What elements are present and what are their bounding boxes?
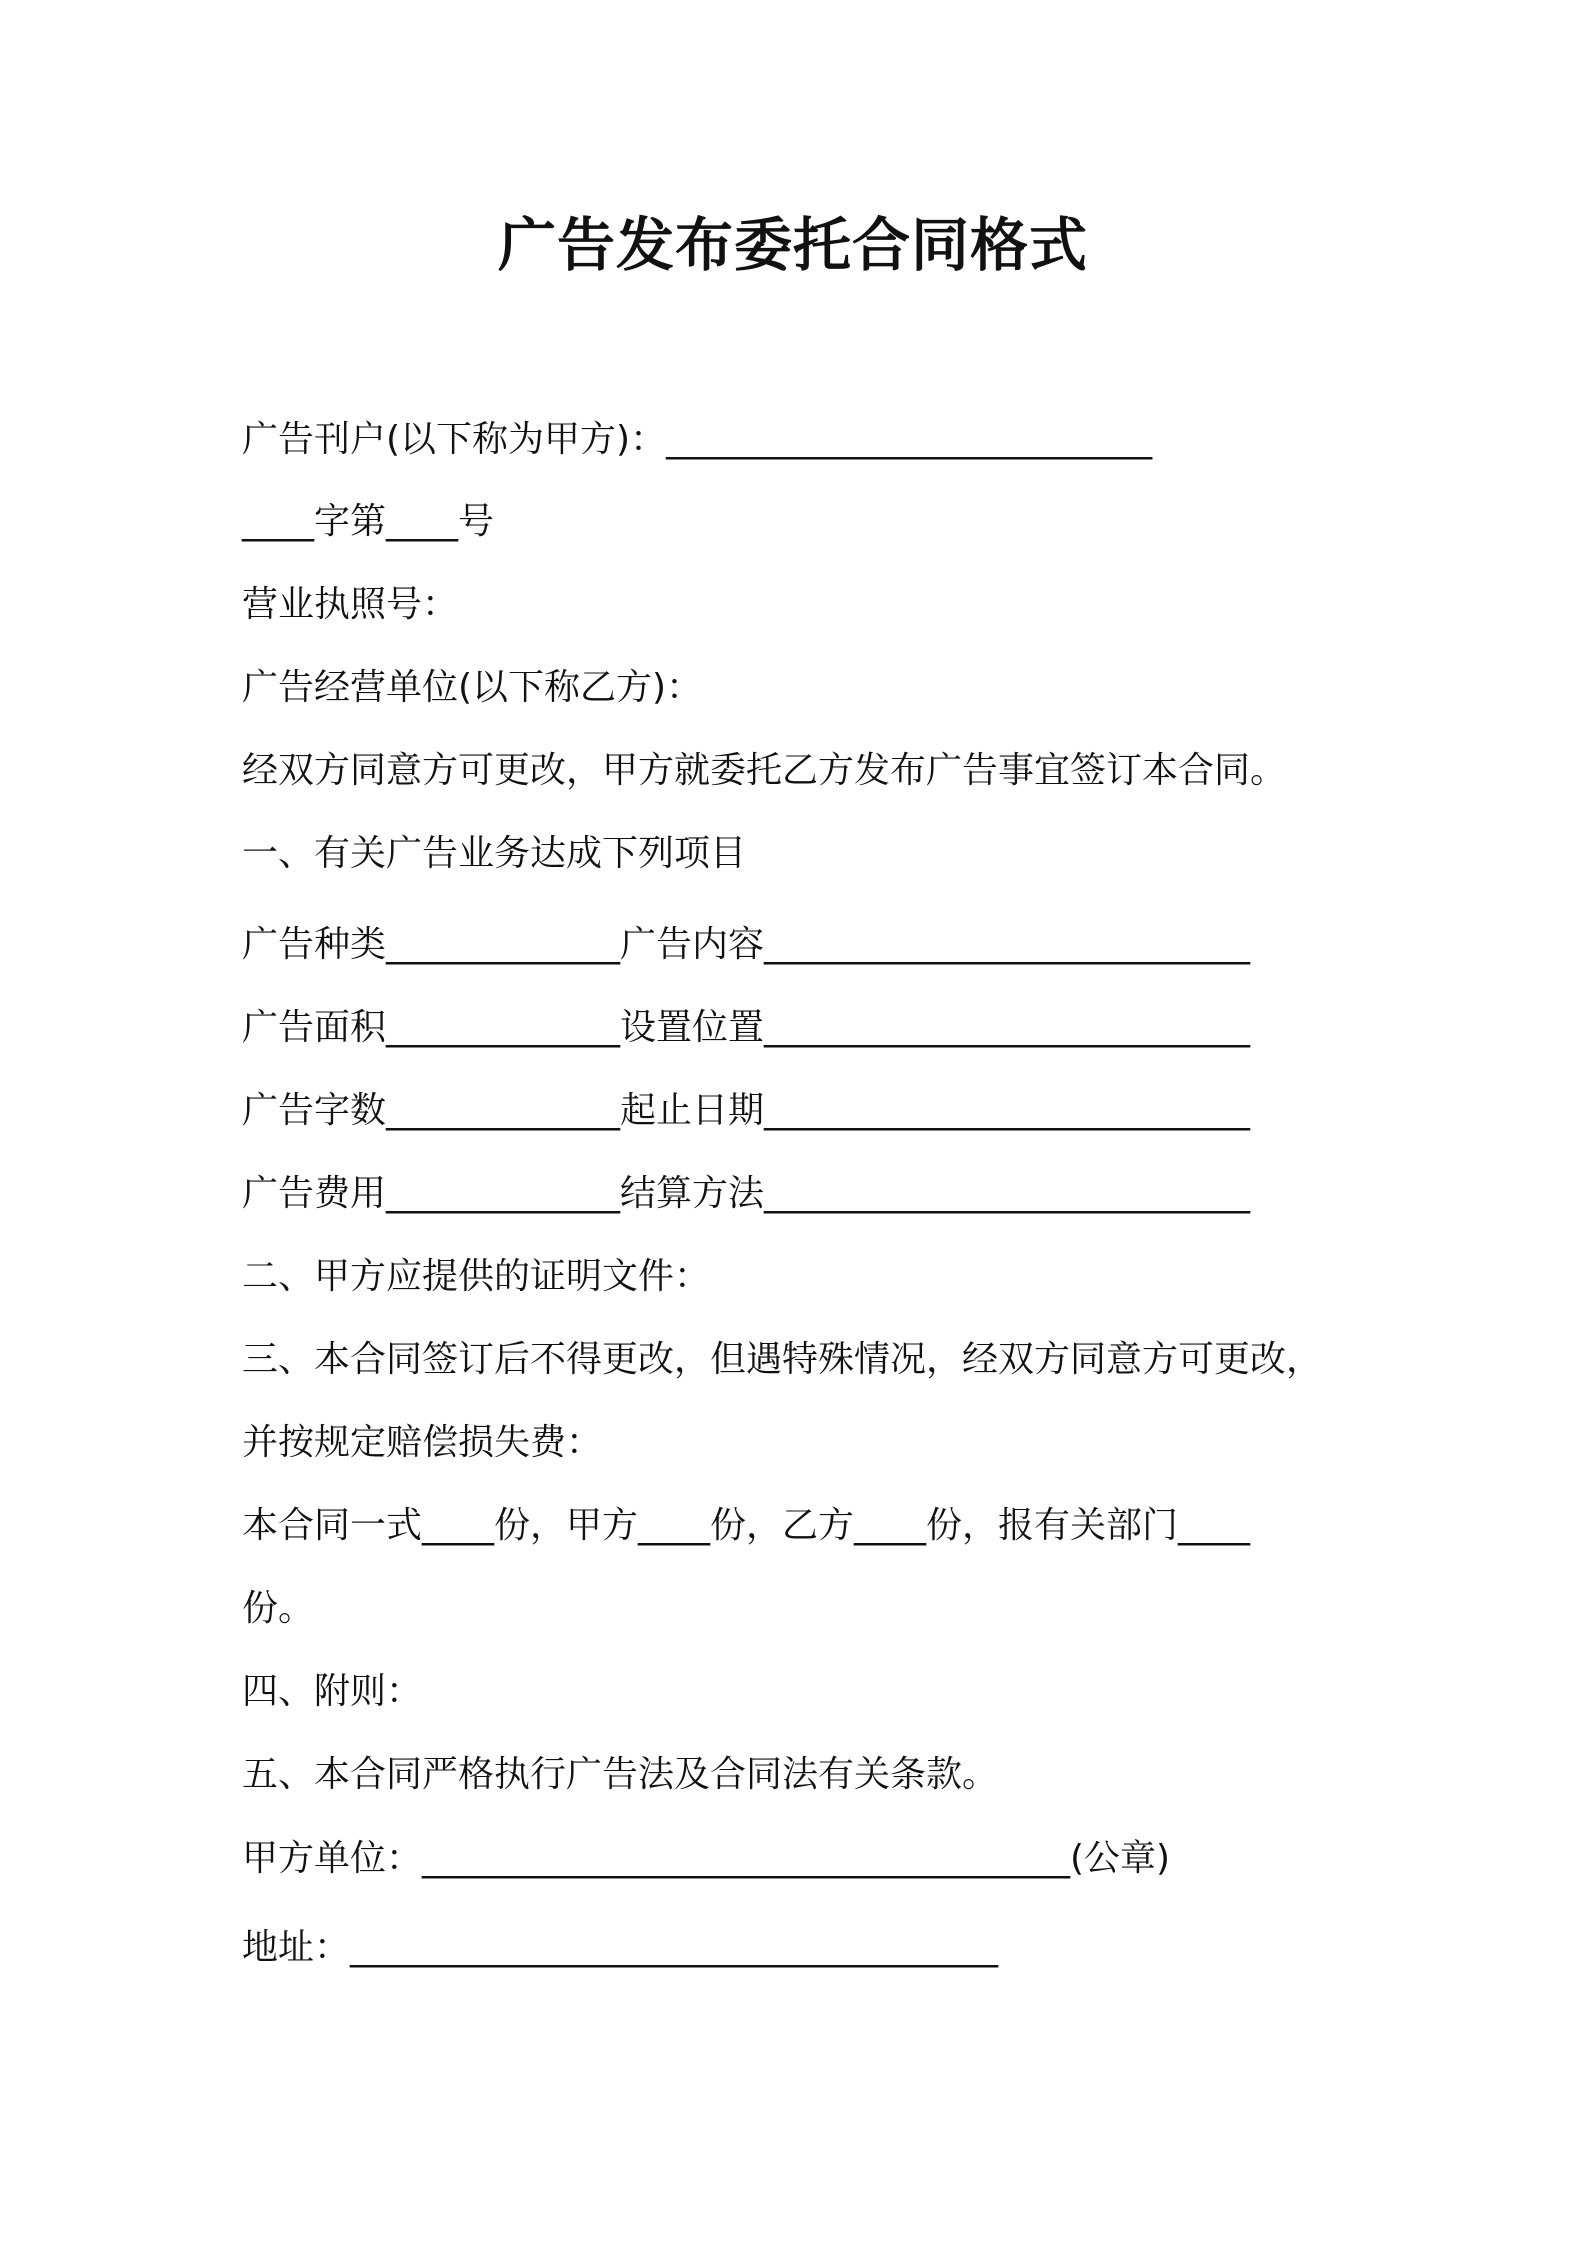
section-1-heading: 一、有关广告业务达成下列项目 (242, 833, 747, 874)
item-row (242, 1086, 1250, 1136)
item-left-field: 广告费用_____________ (242, 1173, 621, 1214)
section-3-line-1: 三、本合同签订后不得更改，但遇特殊情况，经双方同意方可更改， (242, 1339, 1323, 1380)
section-5-heading: 五、本合同严格执行广告法及合同法有关条款。 (242, 1754, 999, 1795)
license-line: 营业执照号： (242, 584, 459, 625)
item-left-field: 广告字数_____________ (242, 1090, 621, 1131)
section-2-heading: 二、甲方应提供的证明文件： (242, 1256, 711, 1297)
section-4-heading: 四、附则： (242, 1671, 423, 1712)
item-left-field: 广告种类_____________ (242, 924, 621, 965)
item-left-field: 广告面积_____________ (242, 1007, 621, 1048)
item-right-field: 结算方法___________________________ (620, 1173, 1251, 1214)
item-row (242, 920, 1250, 970)
item-right-field: 起止日期___________________________ (620, 1090, 1251, 1131)
document-title: 广告发布委托合同格式 (497, 211, 1088, 279)
copies-line-1: 本合同一式____份，甲方____份，乙方____份，报有关部门____ (242, 1505, 1251, 1546)
item-right-field: 设置位置___________________________ (620, 1007, 1251, 1048)
agency-line: 广告经营单位(以下称乙方)： (242, 667, 703, 708)
item-row (242, 1003, 1250, 1053)
number-line: ____字第____号 (242, 501, 495, 542)
advertiser-line: 广告刊户(以下称为甲方)：___________________________ (242, 419, 1153, 460)
section-3-line-2: 并按规定赔偿损失费： (242, 1422, 603, 1463)
address-line: 地址：____________________________________ (242, 1927, 999, 1968)
copies-line-2: 份。 (242, 1588, 315, 1629)
party-a-unit-line: 甲方单位：____________________________________(公章) (242, 1838, 1171, 1879)
item-row (242, 1169, 1250, 1219)
item-right-field: 广告内容___________________________ (620, 924, 1251, 965)
intro-line: 经双方同意方可更改，甲方就委托乙方发布广告事宜签订本合同。 (242, 750, 1287, 791)
